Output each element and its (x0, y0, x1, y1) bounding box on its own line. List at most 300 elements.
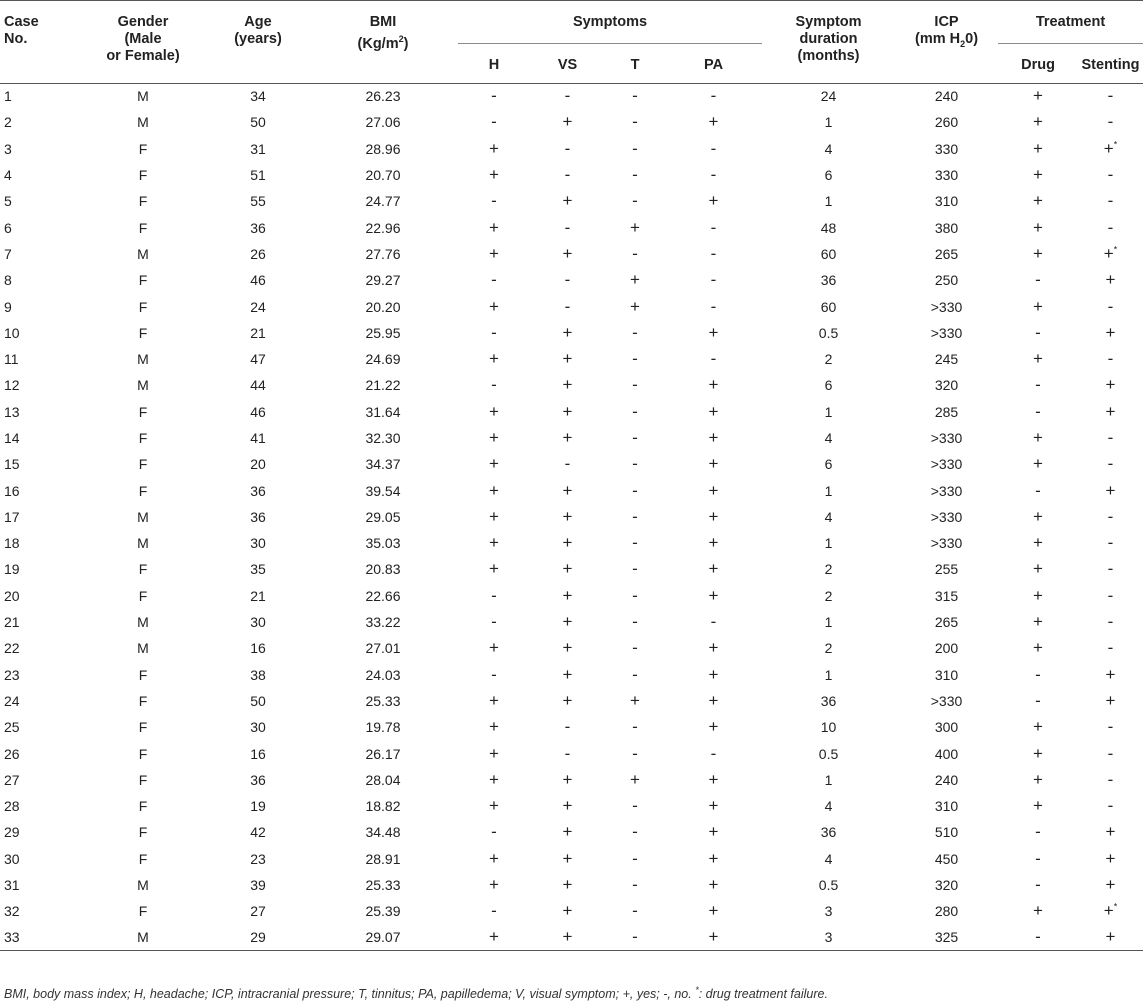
cell-stenting: + (1105, 664, 1116, 684)
cell-t: - (632, 191, 638, 211)
cell-pa: + (708, 769, 719, 789)
cell-pa: + (708, 690, 719, 710)
table-row (0, 504, 1143, 530)
cell-h: - (491, 901, 497, 921)
cell-h: + (489, 296, 499, 316)
cell-stenting: - (1107, 165, 1114, 185)
cell-h: + (489, 690, 499, 710)
cell-bmi: 21.22 (365, 377, 401, 394)
cell-age: 51 (250, 167, 266, 184)
cell-duration: 0.5 (818, 324, 839, 341)
cell-t: - (632, 717, 638, 737)
cell-case: 2 (4, 114, 12, 131)
cell-h: + (489, 138, 499, 158)
cell-drug: + (1033, 86, 1043, 106)
cell-stenting: - (1107, 533, 1114, 553)
cell-stenting: + (1105, 822, 1116, 842)
cell-stenting: - (1107, 506, 1114, 526)
cell-icp: 240 (934, 771, 959, 788)
cell-t: - (632, 322, 638, 342)
cell-icp: 265 (934, 245, 959, 262)
cell-duration: 36 (820, 692, 837, 709)
cell-case: 24 (4, 692, 20, 709)
cell-h: + (489, 506, 499, 526)
cell-t: - (632, 559, 638, 579)
cell-t: - (632, 165, 638, 185)
cell-vs: + (562, 796, 573, 816)
cell-pa: - (710, 138, 717, 158)
cell-case: 19 (4, 561, 20, 578)
cell-h: + (489, 717, 499, 737)
cell-duration: 2 (824, 587, 833, 604)
cell-duration: 0.5 (818, 745, 839, 762)
table-row (0, 320, 1143, 346)
cell-icp: 300 (934, 719, 959, 736)
table-row (0, 477, 1143, 503)
cell-duration: 2 (824, 640, 833, 657)
cell-vs: + (530, 925, 605, 951)
cell-t: - (632, 848, 638, 868)
cell-vs: + (562, 664, 573, 684)
cell-vs: + (562, 428, 573, 447)
cell-case: 21 (4, 614, 20, 631)
cell-h: + (489, 428, 499, 447)
cell-stenting: - (1107, 638, 1114, 658)
cell-gender: M (137, 877, 149, 894)
cell-bmi: 18.82 (365, 798, 401, 815)
cell-case: 7 (4, 245, 12, 262)
cell-gender: M (78, 925, 208, 951)
cell-pa: + (708, 822, 719, 842)
table-row (0, 556, 1143, 582)
cell-icp: >330 (930, 692, 963, 709)
cell-pa: + (708, 717, 719, 737)
cell-pa: - (710, 165, 717, 185)
cell-bmi: 26.23 (365, 88, 401, 105)
cell-stenting: + (1105, 322, 1116, 342)
cell-pa: - (710, 349, 717, 369)
cell-icp: 510 (934, 824, 959, 841)
cell-duration: 4 (824, 430, 833, 446)
cell-h: - (491, 112, 497, 132)
cell-duration: 4 (824, 508, 833, 525)
cell-gender: F (138, 666, 148, 683)
col-header-duration: Symptom duration (months) (795, 14, 862, 64)
cell-pa: + (708, 191, 719, 211)
cell-stenting: - (1107, 112, 1114, 132)
cell-vs: + (562, 875, 573, 895)
cell-pa: + (665, 925, 762, 951)
cell-drug: - (1035, 375, 1041, 395)
cell-drug: + (1033, 559, 1043, 579)
cell-bmi: 28.96 (365, 140, 401, 157)
cell-case: 6 (4, 219, 12, 236)
cell-gender: F (138, 324, 148, 341)
cell-age: 21 (250, 324, 266, 341)
cell-duration: 2 (824, 351, 833, 368)
cell-stenting: +* (1103, 901, 1118, 921)
cell-drug: + (1033, 638, 1043, 658)
cell-case: 25 (4, 719, 20, 736)
col-header-t: T (630, 56, 640, 73)
cell-age: 16 (250, 745, 266, 762)
cell-gender: M (137, 508, 149, 525)
cell-pa: + (708, 796, 719, 816)
cell-stenting: +* (1103, 243, 1118, 263)
cell-drug: + (1033, 769, 1043, 789)
cell-stenting: - (1107, 296, 1114, 316)
cell-pa: + (708, 875, 719, 895)
cell-case: 12 (4, 377, 20, 394)
cell-age: 29 (208, 925, 308, 951)
cell-h: + (489, 454, 499, 474)
cell-duration: 24 (820, 88, 837, 105)
cell-t: - (632, 86, 638, 106)
table-row (0, 346, 1143, 372)
cell-drug: + (1033, 165, 1043, 185)
table-row (0, 425, 1143, 451)
col-header-stenting: Stenting (1081, 56, 1140, 73)
cell-pa: + (708, 848, 719, 868)
cell-drug: - (1035, 875, 1041, 895)
cell-h: + (489, 559, 499, 579)
table-row (0, 399, 1143, 425)
cell-gender: M (137, 245, 149, 262)
cell-vs: - (564, 296, 571, 316)
table-header (0, 1, 1143, 84)
cell-vs: + (562, 533, 573, 553)
cell-drug: + (1033, 454, 1043, 474)
cell-drug: + (1033, 349, 1043, 369)
cell-drug: + (1033, 533, 1043, 553)
cell-drug: - (1035, 480, 1041, 500)
cell-icp: 280 (934, 903, 959, 920)
cell-h: + (489, 401, 499, 421)
table-row (0, 109, 1143, 135)
cell-case: 32 (4, 903, 20, 920)
cell-duration: 0.5 (818, 877, 839, 894)
col-header-drug: Drug (1021, 56, 1055, 73)
cell-icp: >330 (930, 430, 963, 446)
cell-stenting: - (1107, 585, 1114, 605)
cell-gender: F (138, 824, 148, 841)
cell-t: - (632, 428, 638, 447)
cell-age: 50 (250, 114, 266, 131)
col-group-treatment: Treatment (998, 1, 1143, 45)
cell-icp: 285 (934, 403, 959, 420)
cell-drug: - (1035, 664, 1041, 684)
cell-icp: 265 (934, 614, 959, 631)
cell-h: - (491, 585, 497, 605)
cell-duration: 1 (824, 614, 833, 631)
cell-drug: - (1035, 822, 1041, 842)
cell-gender: F (138, 167, 148, 184)
cell-age: 24 (250, 298, 266, 315)
cell-bmi: 28.91 (365, 850, 401, 867)
cell-case: 26 (4, 745, 20, 762)
cell-stenting: - (1107, 428, 1114, 447)
col-header-bmi: BMI $(Kg/m^2)$ (357, 14, 409, 52)
cell-vs: + (562, 822, 573, 842)
cell-stenting: - (1107, 612, 1114, 632)
cell-drug: + (1033, 717, 1043, 737)
cell-h: + (489, 875, 499, 895)
cell-t: - (632, 585, 638, 605)
cell-duration: 1 (824, 535, 833, 552)
cell-duration: 4 (824, 850, 833, 867)
cell-duration: 1 (824, 193, 833, 210)
cell-age: 30 (250, 719, 266, 736)
cell-stenting: + (1078, 925, 1143, 951)
cell-case: 23 (4, 666, 20, 683)
table-row (0, 662, 1143, 688)
table-row (0, 241, 1143, 267)
cell-age: 36 (250, 482, 266, 499)
cell-h: - (491, 270, 497, 290)
cell-icp: 255 (934, 561, 959, 578)
cell-bmi: 27.01 (365, 640, 401, 657)
table-row (0, 872, 1143, 898)
cell-bmi: 32.30 (365, 430, 401, 446)
cell-stenting: - (1107, 217, 1114, 237)
cell-pa: - (710, 296, 717, 316)
cell-stenting: +* (1103, 138, 1118, 158)
cell-gender: F (138, 193, 148, 210)
cell-icp: >330 (930, 298, 963, 315)
cell-icp: >330 (930, 535, 963, 552)
cell-h: + (489, 769, 499, 789)
cell-h: - (491, 191, 497, 211)
cell-vs: - (564, 270, 571, 290)
cell-age: 46 (250, 403, 266, 420)
footnote-marker: * (1113, 901, 1118, 912)
cell-t: - (632, 875, 638, 895)
cell-vs: + (562, 243, 573, 263)
cell-bmi: 34.37 (365, 456, 401, 473)
cell-icp: 260 (934, 114, 959, 131)
cell-bmi: 24.69 (365, 351, 401, 368)
cell-duration: 1 (824, 666, 833, 683)
cell-pa: - (710, 743, 717, 763)
col-header-case: Case No. (4, 14, 39, 47)
cell-t: - (632, 612, 638, 632)
cell-icp: 245 (934, 351, 959, 368)
cell-pa: + (708, 638, 719, 658)
cell-stenting: + (1105, 480, 1116, 500)
cell-age: 21 (250, 587, 266, 604)
cell-duration: 3 (762, 925, 895, 951)
cell-drug: + (1033, 138, 1043, 158)
cell-gender: F (138, 456, 148, 473)
table-row (0, 583, 1143, 609)
cell-drug: + (1033, 191, 1043, 211)
cell-case: 4 (4, 167, 12, 184)
cell-case: 30 (4, 850, 20, 867)
cell-vs: + (562, 375, 573, 395)
cell-case: 28 (4, 798, 20, 815)
cell-h: + (489, 349, 499, 369)
cell-duration: 1 (824, 403, 833, 420)
cell-h: - (491, 822, 497, 842)
cell-case: 22 (4, 640, 20, 657)
cell-duration: 4 (824, 140, 833, 157)
cell-bmi: 28.04 (365, 771, 401, 788)
cell-vs: + (562, 612, 573, 632)
cell-pa: + (708, 480, 719, 500)
cell-vs: + (562, 848, 573, 868)
cell-vs: + (562, 506, 573, 526)
cell-icp: 320 (934, 877, 959, 894)
cell-t: - (632, 112, 638, 132)
cell-age: 42 (250, 824, 266, 841)
cell-case: 31 (4, 877, 20, 894)
cell-age: 16 (250, 640, 266, 657)
cell-case: 8 (4, 272, 12, 289)
table-row (0, 688, 1143, 714)
cell-duration: 60 (820, 298, 837, 315)
cell-drug: + (1033, 901, 1043, 921)
cell-gender: F (138, 850, 148, 867)
cell-gender: F (138, 561, 148, 578)
table-row (0, 898, 1143, 924)
cell-case: 29 (4, 824, 20, 841)
cell-stenting: + (1105, 848, 1116, 868)
cell-icp: 325 (895, 925, 998, 951)
cell-h: - (491, 612, 497, 632)
table-row (0, 293, 1143, 319)
table-row (0, 530, 1143, 556)
cell-t: + (630, 769, 640, 789)
cell-age: 36 (250, 771, 266, 788)
cell-age: 41 (250, 430, 266, 446)
cell-gender: M (137, 114, 149, 131)
col-group-symptoms: Symptoms (458, 1, 762, 45)
cell-h: + (489, 796, 499, 816)
table-footnote (4, 985, 828, 1001)
table-row (0, 83, 1143, 109)
cell-bmi: 22.66 (365, 587, 401, 604)
cell-t: + (630, 690, 640, 710)
cell-bmi: 24.03 (365, 666, 401, 683)
cell-h: + (489, 638, 499, 658)
cell-duration: 36 (820, 824, 837, 841)
footnote-text: BMI, body mass index; H, headache; ICP, intracranial pressure; T, tinnitus; PA, papilledema; V, visual symptom; +, yes; -, no. *: drug treatment failure. (4, 985, 828, 1002)
cell-gender: F (138, 798, 148, 815)
cell-stenting: + (1105, 875, 1116, 895)
cell-case: 18 (4, 535, 20, 552)
col-header-pa: PA (703, 56, 724, 73)
cell-case: 5 (4, 193, 12, 210)
cell-pa: + (708, 559, 719, 579)
cell-vs: + (562, 901, 573, 921)
table-row (0, 609, 1143, 635)
cell-icp: >330 (930, 482, 963, 499)
cell-vs: + (562, 769, 573, 789)
cell-pa: + (708, 375, 719, 395)
table-row (0, 846, 1143, 872)
cell-drug: - (1035, 401, 1041, 421)
cell-stenting: - (1107, 86, 1114, 106)
cell-stenting: - (1107, 191, 1114, 211)
cell-age: 50 (250, 692, 266, 709)
cell-t: - (632, 506, 638, 526)
cell-age: 35 (250, 561, 266, 578)
table-row (0, 740, 1143, 766)
cell-case: 27 (4, 771, 20, 788)
cell-gender: F (138, 272, 148, 289)
cell-age: 34 (250, 88, 266, 105)
cell-duration: 48 (820, 219, 837, 236)
cell-drug: + (1033, 506, 1043, 526)
cell-t: - (632, 664, 638, 684)
cell-vs: + (562, 349, 573, 369)
cell-t: - (632, 743, 638, 763)
cell-stenting: - (1107, 559, 1114, 579)
cell-bmi: 27.06 (365, 114, 401, 131)
cell-icp: 330 (934, 140, 959, 157)
col-header-icp: ICP (mm $H_20$) (914, 14, 979, 49)
cell-age: 23 (250, 850, 266, 867)
cell-bmi: 25.39 (365, 903, 401, 920)
cell-pa: + (708, 401, 719, 421)
cell-bmi: 26.17 (365, 745, 401, 762)
cell-gender: M (137, 614, 149, 631)
cell-bmi: 29.07 (308, 925, 458, 951)
table-row (0, 635, 1143, 661)
cell-icp: >330 (930, 324, 963, 341)
cell-icp: 250 (934, 272, 959, 289)
table-row (0, 162, 1143, 188)
cell-bmi: 19.78 (365, 719, 401, 736)
cell-vs: + (562, 401, 573, 421)
col-header-vs: VS (557, 56, 578, 73)
cell-drug: + (1033, 217, 1043, 237)
cell-pa: + (708, 533, 719, 553)
cell-h: + (489, 848, 499, 868)
cell-icp: >330 (930, 456, 963, 473)
cell-duration: 1 (824, 114, 833, 131)
table-row (0, 372, 1143, 398)
table-row (0, 267, 1143, 293)
table-row (0, 451, 1143, 477)
cell-t: - (632, 480, 638, 500)
cell-bmi: 25.33 (365, 692, 401, 709)
cell-t: - (632, 454, 638, 474)
cell-drug: + (1033, 112, 1043, 132)
cell-h: + (489, 480, 499, 500)
table-row (0, 214, 1143, 240)
cell-drug: + (1033, 296, 1043, 316)
cell-gender: F (138, 403, 148, 420)
cell-t: - (632, 638, 638, 658)
cell-drug: - (1035, 270, 1041, 290)
table-row (0, 819, 1143, 845)
cell-vs: + (562, 585, 573, 605)
cell-bmi: 22.96 (365, 219, 401, 236)
table-row (0, 188, 1143, 214)
cell-duration: 4 (824, 798, 833, 815)
cell-case: 17 (4, 508, 20, 525)
cell-drug: - (998, 925, 1078, 951)
cell-icp: 330 (934, 167, 959, 184)
table-row (0, 136, 1143, 162)
cell-bmi: 35.03 (365, 535, 401, 552)
cell-gender: F (138, 692, 148, 709)
cell-gender: F (138, 430, 148, 446)
cell-case: 16 (4, 482, 20, 499)
cell-pa: + (708, 322, 719, 342)
cell-gender: F (138, 140, 148, 157)
